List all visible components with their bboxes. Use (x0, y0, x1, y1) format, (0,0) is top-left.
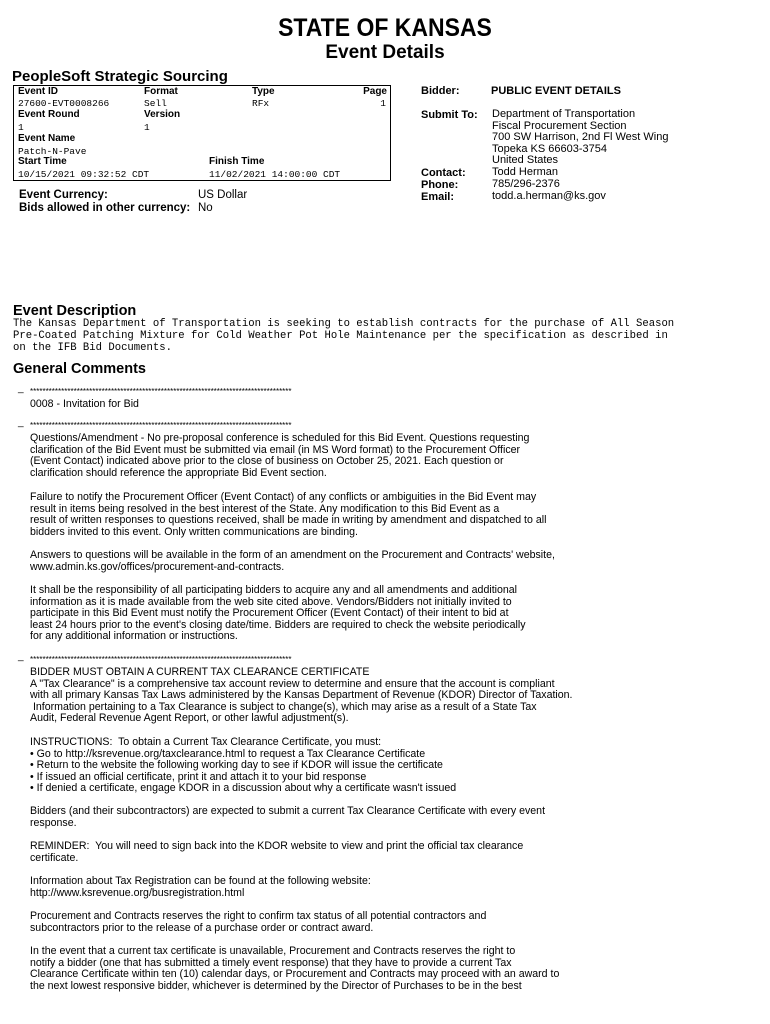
event-round-value: 1 (18, 122, 24, 133)
event-id-value: 27600-EVT0008266 (18, 98, 110, 109)
document-title: STATE OF KANSAS (278, 14, 492, 42)
page-label: Page (363, 86, 387, 97)
comment-bullet: _ (18, 383, 24, 394)
event-info-box (13, 85, 391, 181)
start-time-label: Start Time (18, 156, 67, 167)
email-value[interactable]: todd.a.herman@ks.gov (492, 190, 606, 202)
address-line: United States (492, 154, 559, 167)
comment-text: Information about Tax Registration can be found at the following website: http://www.ksrevenue.org/busregistration.html (30, 875, 371, 899)
page-value: 1 (380, 98, 386, 109)
comment-text: Procurement and Contracts reserves the right to confirm tax status of all potential contractors and subcontractors prior to the release of a purchase order or contract award. (30, 910, 487, 934)
event-currency-label: Event Currency: (19, 189, 108, 201)
event-round-label: Event Round (18, 109, 80, 120)
contact-label: Contact: (421, 167, 466, 179)
event-description-heading: Event Description (13, 303, 137, 319)
document-subtitle: Event Details (325, 42, 445, 63)
event-name-label: Event Name (18, 133, 76, 144)
event-description-text: The Kansas Department of Transportation is seeking to establish contracts for the purchase of All Season Pre-Coated Patching Mixture for Cold Weather Pot Hole Maintenance per the specification as described in on the IFB Bid Documents. (13, 318, 675, 354)
finish-time-value: 11/02/2021 14:00:00 CDT (209, 169, 341, 180)
format-label: Format (144, 86, 178, 97)
comment-bullet: _ (18, 417, 24, 428)
comment-separator: ************************************************************************************ (30, 387, 292, 396)
comment-separator: ************************************************************************************ (30, 421, 292, 430)
comment-text: BIDDER MUST OBTAIN A CURRENT TAX CLEARANCE CERTIFICATE A "Tax Clearance" is a comprehensive tax account review to determine and ensure that the account is compliant with all primary Kansas Tax Laws administered by the Kansas Department of Revenue (KDOR) Director of Taxation. Information pertaining to a Tax Clearance is subject to change(s), which may arise as a result of a State Tax Audit, Federal Revenue Agent Report, or other lawful adjustment(s). (30, 666, 573, 725)
start-time-value: 10/15/2021 09:32:52 CDT (18, 169, 150, 180)
email-label: Email: (421, 191, 455, 203)
type-label: Type (252, 86, 275, 97)
finish-time-label: Finish Time (209, 156, 265, 167)
comment-text: In the event that a current tax certificate is unavailable, Procurement and Contracts reserves the right to notify a bidder (one that has submitted a timely event response) that they have to provide a current Tax Clearance Certificate within ten (10) calendar days, or Procurement and Contracts may proceed with an award to the next lowest responsive bidder, whichever is determined by the Director of Purchases to be in the best (30, 945, 560, 992)
submit-to-label: Submit To: (421, 109, 478, 121)
comment-text: Questions/Amendment - No pre-proposal conference is scheduled for this Bid Event. Questions requesting clarification of the Bid Event must be submitted via email (in MS Word format) to the Procurement Officer (Event Contact) indicated above prior to the close of business on October 25, 2021. Each question or clarification should reference the appropriate Bid Event section. (30, 432, 530, 479)
comment-text: Bidders (and their subcontractors) are expected to submit a current Tax Clearance Certificate with every event response. (30, 805, 546, 829)
version-value: 1 (144, 122, 150, 133)
comment-separator: ************************************************************************************ (30, 655, 292, 664)
comment-text: Answers to questions will be available in the form of an amendment on the Procurement and Contracts' website, www.admin.ks.gov/offices/procurement-and-contracts. (30, 549, 555, 573)
type-value: RFx (252, 98, 270, 109)
bidder-label: Bidder: (421, 85, 460, 97)
address-line: Fiscal Procurement Section (492, 119, 627, 132)
version-label: Version (144, 109, 181, 120)
comment-text: REMINDER: You will need to sign back into the KDOR website to view and print the official tax clearance certificate. (30, 840, 524, 864)
event-id-label: Event ID (18, 86, 59, 97)
address-line: 700 SW Harrison, 2nd Fl West Wing (492, 131, 669, 144)
format-value: Sell (144, 98, 167, 109)
comment-text: INSTRUCTIONS: To obtain a Current Tax Clearance Certificate, you must: • Go to http://ksrevenue.org/taxclearance.html to request a Tax Clearance Certificate • Return to the website the following working day to see if KDOR will issue the certificate • If issued an official certificate, print it and attach it to your bid response • If denied a certificate, engage KDOR in a discussion about why a certificate wasn't issued (30, 736, 457, 795)
phone-label: Phone: (421, 179, 459, 191)
phone-value: 785/296-2376 (492, 178, 560, 190)
event-currency-value: US Dollar (198, 189, 248, 201)
bidder-value: PUBLIC EVENT DETAILS (491, 85, 621, 97)
org-heading: PeopleSoft Strategic Sourcing (12, 68, 228, 85)
comment-bullet: _ (18, 651, 24, 662)
submit-to-address (492, 109, 668, 167)
contact-value: Todd Herman (492, 166, 559, 178)
general-comments-heading: General Comments (13, 361, 146, 377)
comment-text: It shall be the responsibility of all participating bidders to acquire any and all amendments and additional information as it is made available from the web site cited above. Vendors/Bidders not initially invited to participate in this Bid Event must notify the Procurement Officer (Event Contact) of their intent to bid at least 24 hours prior to the event's closing date/time. Bidders are required to check the website periodically for any additional information or instructions. (30, 584, 526, 643)
comment-text: Failure to notify the Procurement Officer (Event Contact) of any conflicts or ambiguities in the Bid Event may result in items being resolved in the best interest of the State. Any modification to this Bid Event as a result of written responses to questions received, shall be made in writing by amendment and dispatched to all bidders invited to this event. Only written communications are binding. (30, 491, 547, 538)
comment-text: 0008 - Invitation for Bid (30, 398, 139, 410)
other-currency-value: No (198, 202, 213, 214)
other-currency-label: Bids allowed in other currency: (19, 202, 191, 214)
address-line: Topeka KS 66603-3754 (492, 142, 607, 155)
event-name-value: Patch-N-Pave (18, 146, 87, 157)
address-line: Department of Transportation (492, 108, 636, 120)
